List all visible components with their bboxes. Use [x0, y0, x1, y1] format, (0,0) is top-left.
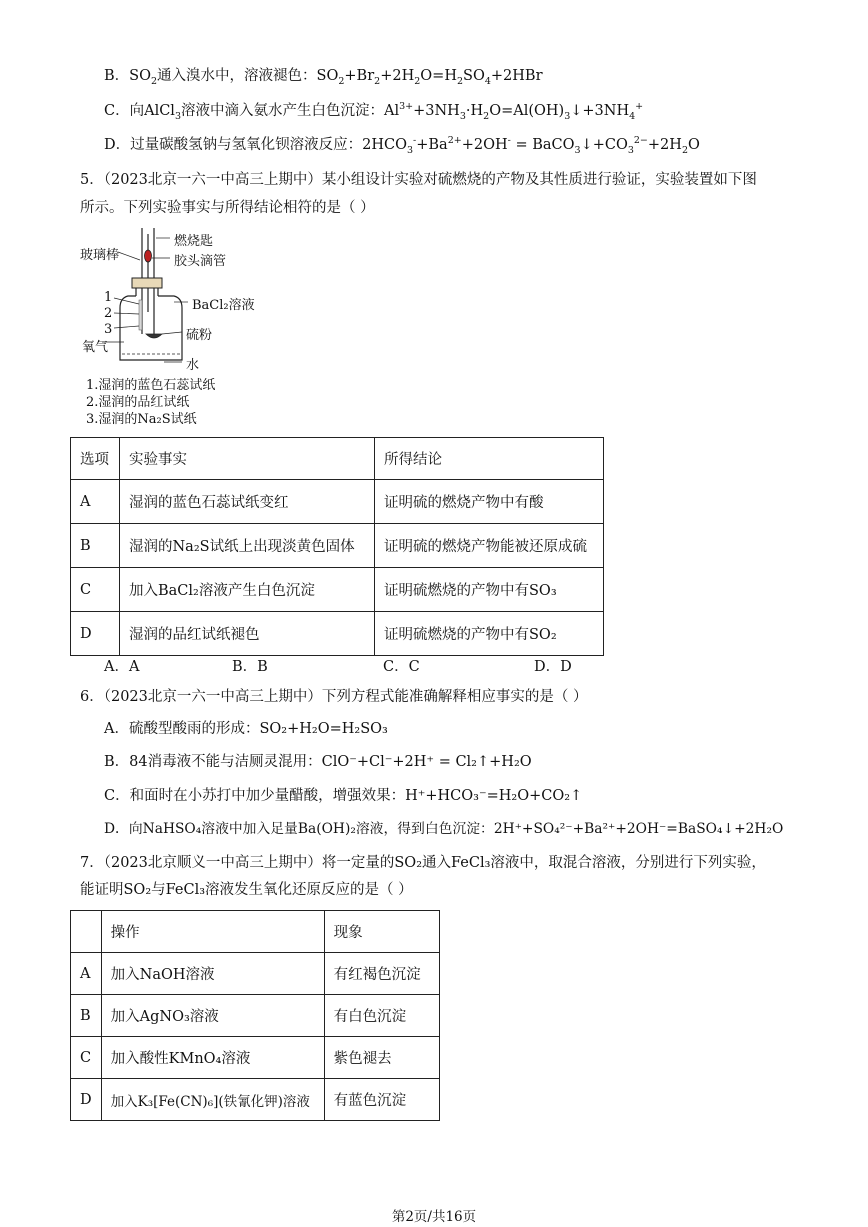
label-3: 3 [104, 322, 113, 337]
q6-stem: 6．（2023北京一六一中高三上期中）下列方程式能准确解释相应事实的是（ ） [80, 689, 588, 705]
table-header-cell: 选项 [71, 438, 120, 480]
legend-2: 2.湿润的品红试纸 [86, 395, 190, 410]
label-water: 水 [186, 358, 200, 373]
table-cell: 有蓝色沉淀 [324, 1079, 439, 1121]
table-header-cell: 现象 [324, 911, 439, 953]
table-cell: 加入K₃[Fe(CN)₆](铁氰化钾)溶液 [101, 1079, 324, 1121]
table-row [71, 1037, 440, 1079]
page-footer: 第2页/共16页 [391, 1209, 477, 1225]
label-bacl2: BaCl₂溶液 [192, 298, 255, 313]
table-header-cell: 操作 [101, 911, 324, 953]
label-1: 1 [104, 290, 113, 305]
table-cell: 湿润的蓝色石蕊试纸变红 [120, 480, 375, 524]
table-cell: 证明硫燃烧的产物中有SO₃ [375, 568, 604, 612]
table-header-row [71, 911, 440, 953]
table-row [71, 612, 604, 656]
table-cell: 证明硫的燃烧产物中有酸 [375, 480, 604, 524]
label-2: 2 [104, 306, 113, 321]
table-cell: B [71, 524, 120, 568]
q6-option-c: C．和面时在小苏打中加少量醋酸，增强效果：H⁺+HCO₃⁻=H₂O+CO₂↑ [104, 788, 583, 804]
label-dropper: 胶头滴管 [174, 254, 227, 269]
table-cell: 紫色褪去 [324, 1037, 439, 1079]
table-cell: D [71, 612, 120, 656]
q5-stem-line1: 5．（2023北京一六一中高三上期中）某小组设计实验对硫燃烧的产物及其性质进行验证，实验装置如下图 [80, 172, 757, 188]
table-header-cell [71, 911, 102, 953]
apparatus-diagram [82, 226, 282, 430]
table-cell: D [71, 1079, 102, 1121]
table-row [71, 524, 604, 568]
table-cell: 加入NaOH溶液 [101, 953, 324, 995]
q7-table [70, 910, 440, 1121]
q5-choice-b: B．B [232, 659, 268, 675]
table-cell: 加入BaCl₂溶液产生白色沉淀 [120, 568, 375, 612]
table-cell: 加入AgNO₃溶液 [101, 995, 324, 1037]
table-row [71, 480, 604, 524]
table-cell: C [71, 1037, 102, 1079]
table-cell: A [71, 953, 102, 995]
q6-option-a: A．硫酸型酸雨的形成：SO₂+H₂O=H₂SO₃ [104, 721, 388, 737]
table-cell: 证明硫燃烧的产物中有SO₂ [375, 612, 604, 656]
q6-option-d: D．向NaHSO₄溶液中加入足量Ba(OH)₂溶液，得到白色沉淀：2H⁺+SO₄²⁻+Ba²⁺+2OH⁻=BaSO₄↓+2H₂O [104, 821, 784, 837]
table-row [71, 568, 604, 612]
label-oxygen: 氧气 [82, 340, 109, 355]
table-cell: 加入酸性KMnO₄溶液 [101, 1037, 324, 1079]
table-cell: C [71, 568, 120, 612]
q6-option-b: B．84消毒液不能与洁厕灵混用：ClO⁻+Cl⁻+2H⁺ = Cl₂↑+H₂O [104, 754, 532, 770]
q5-choice-d: D．D [534, 659, 572, 675]
label-spoon: 燃烧匙 [174, 234, 214, 249]
label-glass-rod: 玻璃棒 [80, 248, 120, 263]
table-header-cell: 实验事实 [120, 438, 375, 480]
q7-stem-line1: 7．（2023北京顺义一中高三上期中）将一定量的SO₂通入FeCl₃溶液中，取混合溶液，分别进行下列实验， [80, 855, 766, 871]
legend-3: 3.湿润的Na₂S试纸 [86, 412, 197, 427]
q5-stem-line2: 所示。下列实验事实与所得结论相符的是（ ） [80, 200, 375, 216]
q5-table [70, 437, 604, 656]
table-cell: 有红褐色沉淀 [324, 953, 439, 995]
table-cell: 湿润的品红试纸褪色 [120, 612, 375, 656]
table-cell: A [71, 480, 120, 524]
table-row [71, 1079, 440, 1121]
q7-stem-line2: 能证明SO₂与FeCl₃溶液发生氧化还原反应的是（ ） [80, 882, 413, 898]
q5-choice-c: C．C [383, 659, 420, 675]
q4-option-d: D．过量碳酸氢钠与氢氧化钡溶液反应：$2HCO_3^-+Ba^{2+}+2OH^-$ = $BaCO_3↓+CO_3^{2-}+2H_2O$ [104, 135, 700, 156]
table-cell: 证明硫的燃烧产物能被还原成硫 [375, 524, 604, 568]
table-cell: 湿润的Na₂S试纸上出现淡黄色固体 [120, 524, 375, 568]
q5-choice-a: A．A [104, 659, 140, 675]
label-sulfur: 硫粉 [186, 328, 213, 343]
table-row [71, 995, 440, 1037]
table-header-row [71, 438, 604, 480]
q4-option-c: C．向AlCl$_3$溶液中滴入氨水产生白色沉淀：$Al^{3+}+3NH_3\cdot H_2O=Al(OH)_3↓+3NH_4^+$ [104, 101, 644, 122]
table-cell: 有白色沉淀 [324, 995, 439, 1037]
table-row [71, 953, 440, 995]
table-header-cell: 所得结论 [375, 438, 604, 480]
q4-option-b: B．$SO_2$通入溴水中，溶液褪色：$SO_2+Br_2+2H_2O=H_2SO_4+2HBr$ [104, 68, 543, 87]
legend-1: 1.湿润的蓝色石蕊试纸 [86, 378, 216, 393]
table-cell: B [71, 995, 102, 1037]
